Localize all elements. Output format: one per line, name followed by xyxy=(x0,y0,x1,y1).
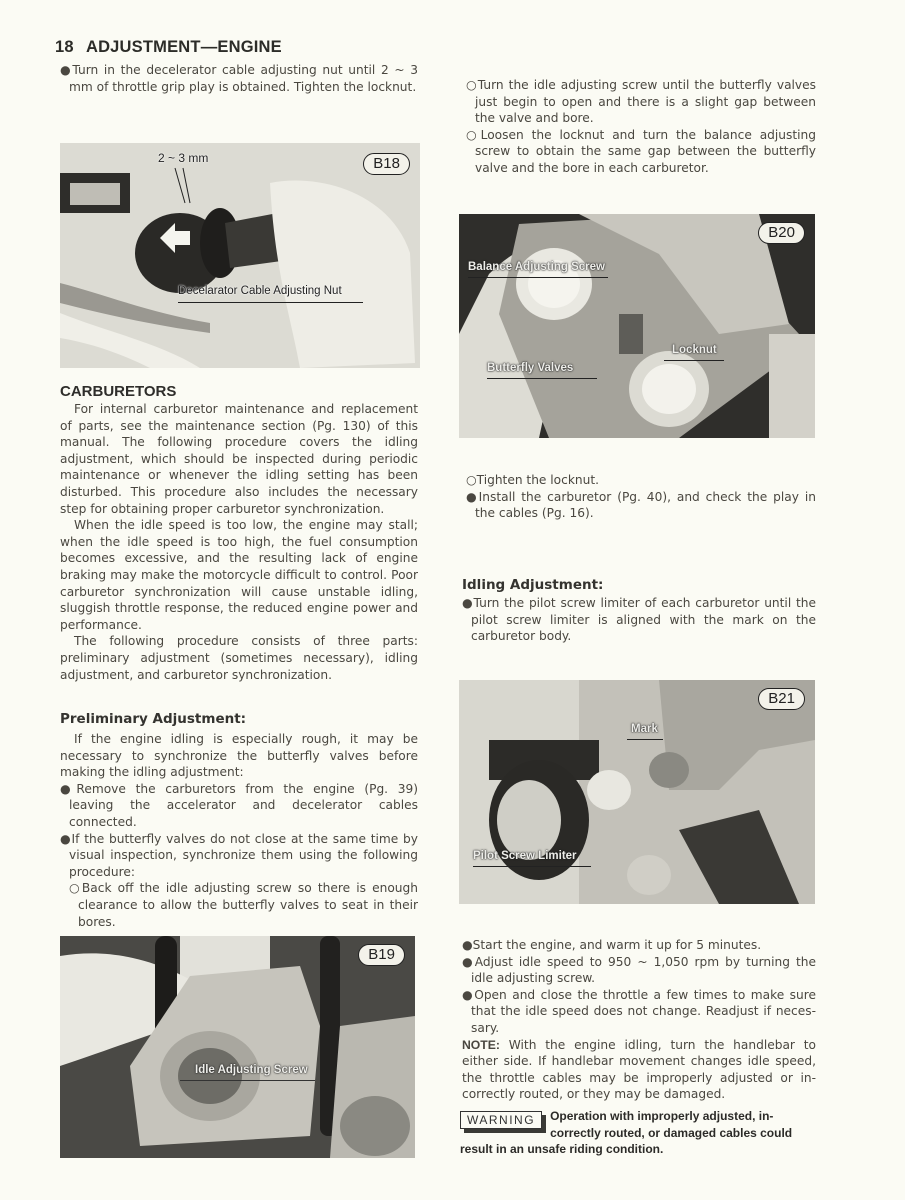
callout-pilot-screw-limiter: Pilot Screw Limiter xyxy=(473,850,577,862)
figure-b18 xyxy=(60,143,420,368)
preliminary-body xyxy=(60,731,418,930)
intro-bullet xyxy=(60,62,418,95)
carburetor-photo-idle xyxy=(60,936,415,1158)
callout-line xyxy=(487,378,597,379)
warning-label: WARNING xyxy=(460,1111,542,1129)
intro-bullet-text: ●Turn in the decelerator cable adjusting nut until 2 ~ 3 mm of throttle grip play is obtained. Tighten the locknut. xyxy=(60,63,418,94)
figure-badge-b18: B18 xyxy=(363,153,410,175)
carburetor-photo-balance xyxy=(459,214,815,438)
callout-idle-adjusting-screw: Idle Adjusting Screw xyxy=(195,1064,308,1076)
callout-line xyxy=(468,277,608,278)
callout-line xyxy=(473,866,591,867)
paragraph-idle-speed: When the idle speed is too low, the engine may stall; when the idle speed is too high, the fuel consumption becomes excessive, and the resulting lack of engine braking may make the motorcycle difficult to control. Poor carburetor synchronization will cause unstable idling, sluggish throttle response, the reduced engine power and performance. xyxy=(60,518,418,632)
carburetors-body xyxy=(60,401,418,683)
substep-turn-idle-screw: ○Turn the idle adjusting screw until the butterfly valves just begin to open and there is a slight gap between the valve and bore. xyxy=(466,78,816,126)
carburetor-photo-pilot xyxy=(459,680,815,904)
callout-locknut: Locknut xyxy=(672,344,717,356)
sync-substeps xyxy=(466,77,816,177)
substep-loosen-locknut: ○Loosen the locknut and turn the balance adjusting screw to obtain the same gap between the butterfly valve and the bore in each carburetor. xyxy=(466,127,816,175)
bullet-open-close-throttle: ●Open and close the throttle a few times to make sure that the idle speed does not change. Readjust if neces- sary. xyxy=(462,987,816,1035)
bullet-butterfly-valves: ●If the butterfly valves do not close at the same time by visual inspection, synchronize them using the following procedure: xyxy=(60,831,418,879)
callout-line xyxy=(178,302,363,303)
callout-mark: Mark xyxy=(631,723,658,735)
bullet-remove-carburetors: ●Remove the carburetors from the engine (Pg. 39) leaving the accelerator and decelerator cables connected. xyxy=(60,781,418,829)
note-label: NOTE: xyxy=(462,1037,500,1052)
figure-b21 xyxy=(459,680,815,904)
bullet-adjust-idle-speed: ●Adjust idle speed to 950 ~ 1,050 rpm by turning the idle adjusting screw. xyxy=(462,954,816,986)
warning-block xyxy=(460,1108,816,1158)
callout-line xyxy=(180,1080,315,1081)
callout-balance-adjusting-screw: Balance Adjusting Screw xyxy=(468,261,605,273)
substep-back-off-screw: ○Back off the idle adjusting screw so there is enough clearance to allow the butterfly valves to seat in their bores. xyxy=(69,881,418,929)
bullet-install-carburetor: ●Install the carburetor (Pg. 40), and check the play in the cables (Pg. 16). xyxy=(466,489,816,521)
callout-butterfly-valves: Butterfly Valves xyxy=(487,362,574,374)
section-title-idling: Idling Adjustment: xyxy=(462,577,604,593)
figure-badge-b21: B21 xyxy=(758,688,805,710)
substep-tighten-locknut: ○Tighten the locknut. xyxy=(466,473,600,487)
page-header xyxy=(55,38,282,57)
after-sync-steps xyxy=(466,472,816,522)
note xyxy=(462,1037,816,1103)
figure-b19 xyxy=(60,936,415,1158)
callout-line xyxy=(664,360,724,361)
paragraph-maintenance: For internal carburetor maintenance and replacement of parts, see the maintenance section (Pg. 130) of this manual. The following procedure covers the idling adjustment, which should be inspected during periodic maintenance or whenever the idling setting has been disturbed. This procedure also includes the necessary step for obtaining proper carburetor synchronization. xyxy=(60,402,418,516)
note-text: With the engine idling, turn the handlebar to either side. If handlebar movement changes idle speed, the throttle cables may be improperly adjusted or in- correctly routed, or they may be damaged. xyxy=(462,1037,816,1102)
page-title: ADJUSTMENT—ENGINE xyxy=(85,38,282,56)
section-title-carburetors: CARBURETORS xyxy=(60,383,177,400)
dimension-label: 2 ~ 3 mm xyxy=(158,151,209,165)
figure-badge-b19: B19 xyxy=(358,944,405,966)
figure-b20 xyxy=(459,214,815,438)
bullet-start-engine: ●Start the engine, and warm it up for 5 minutes. xyxy=(462,938,762,952)
paragraph-procedure-parts: The following procedure consists of three parts: preliminary adjustment (sometimes necessary), idling adjustment, and carburetor synchronization. xyxy=(60,634,418,682)
idling-body xyxy=(462,595,816,645)
callout-line xyxy=(627,739,663,740)
figure-badge-b20: B20 xyxy=(758,222,805,244)
bullet-pilot-screw-limiter: ●Turn the pilot screw limiter of each carburetor until the pilot screw limiter is aligned with the mark on the carburetor body. xyxy=(462,596,816,644)
section-title-preliminary: Preliminary Adjustment: xyxy=(60,711,247,727)
warning-text: Operation with improperly adjusted, in- correctly routed, or damaged cables could result in an unsafe riding condition. xyxy=(460,1109,793,1156)
page-number: 18 xyxy=(55,38,74,56)
handlebar-photo xyxy=(60,143,420,368)
callout-decelerator-nut: Decelarator Cable Adjusting Nut xyxy=(178,285,342,297)
paragraph-preliminary: If the engine idling is especially rough, it may be necessary to synchronize the butterfly valves before making the idling adjustment: xyxy=(60,732,418,780)
final-steps xyxy=(462,937,816,1103)
